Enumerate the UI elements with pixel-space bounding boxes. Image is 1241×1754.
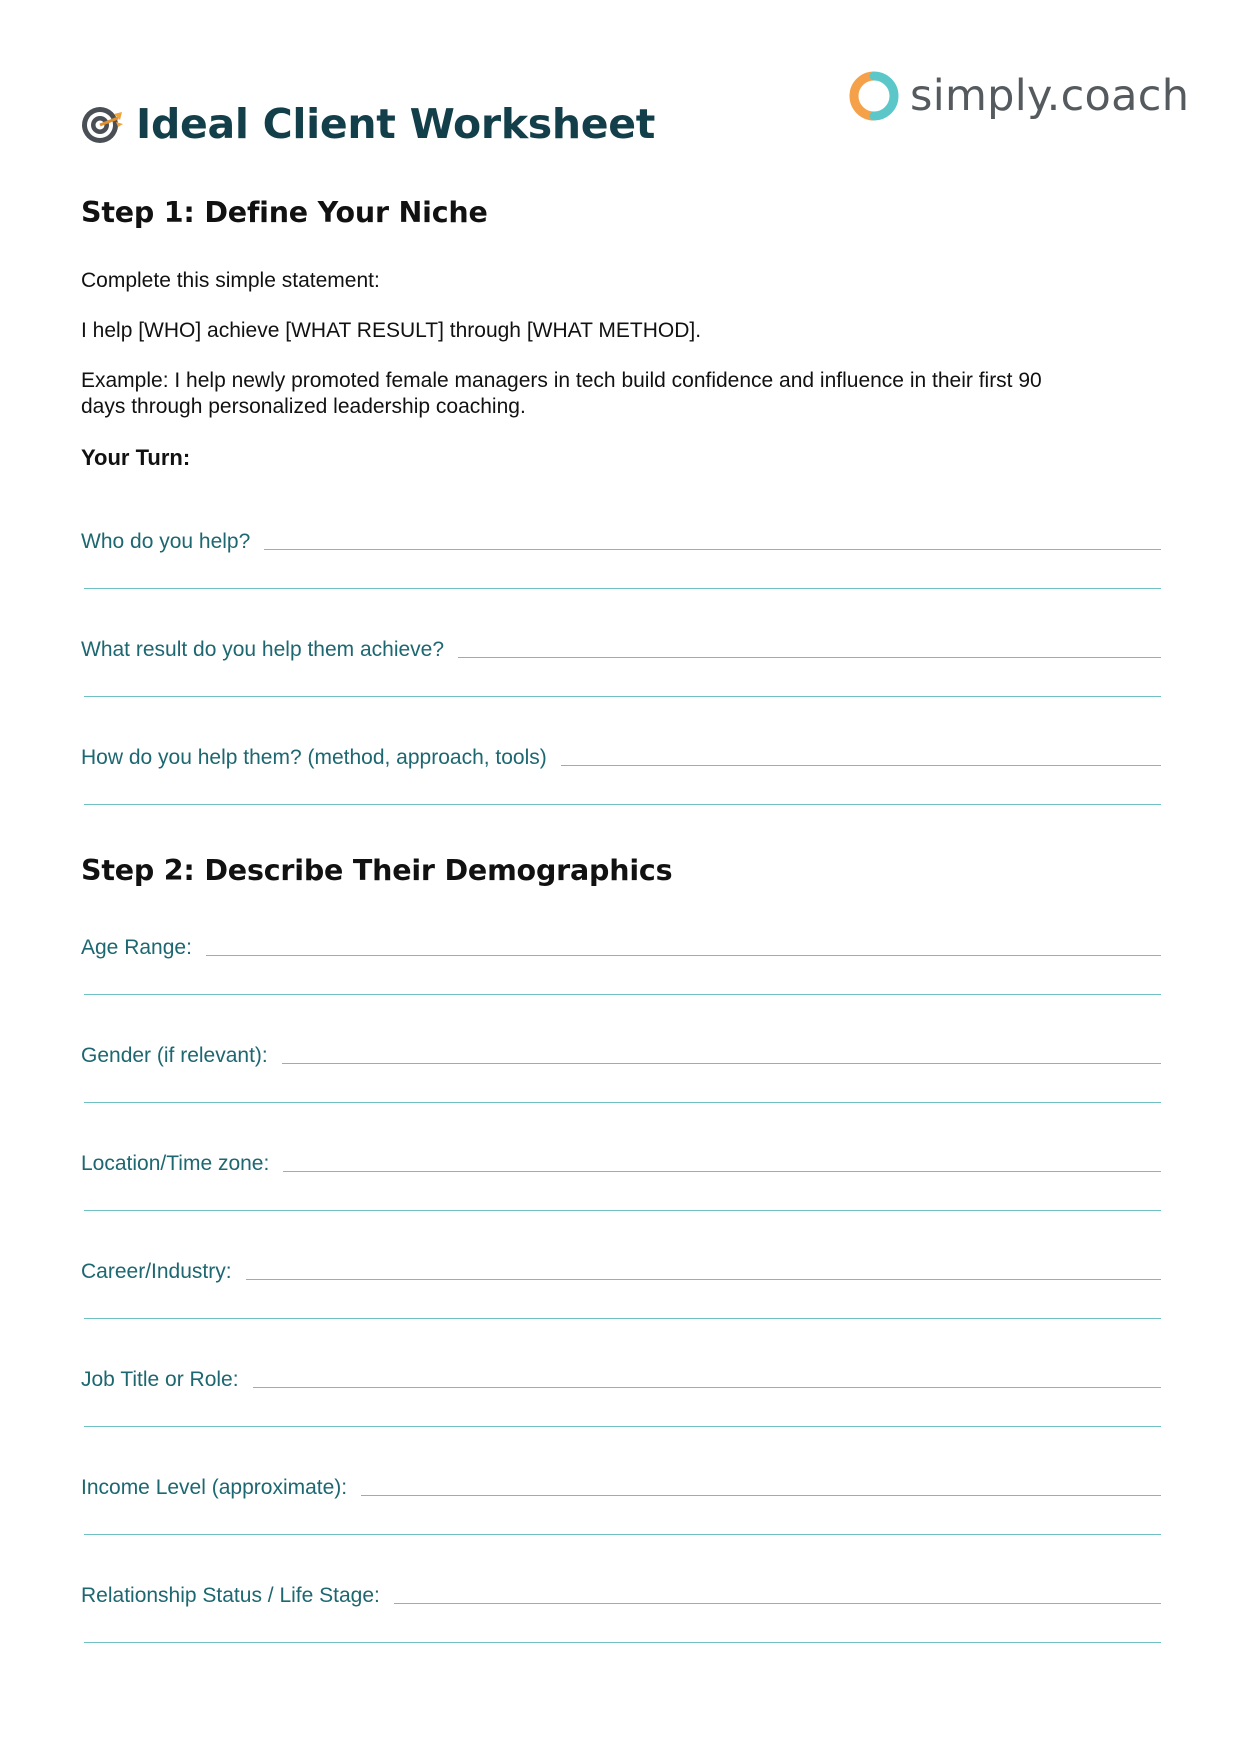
field-income-level[interactable] (81, 1468, 1161, 1502)
field-label: What result do you help them achieve? (81, 638, 445, 661)
answer-line-extra[interactable] (84, 1642, 1161, 1643)
step1-template: I help [WHO] achieve [WHAT RESULT] through [WHAT METHOD]. (81, 319, 702, 342)
field-job-title[interactable] (81, 1360, 1161, 1394)
answer-line[interactable] (253, 1387, 1161, 1388)
answer-line[interactable] (264, 549, 1161, 550)
field-label: How do you help them? (method, approach, tools) (81, 746, 547, 769)
answer-line-extra[interactable] (84, 1210, 1161, 1211)
step1-example: Example: I help newly promoted female managers in tech build confidence and influence in their first 90 days through personalized leadership coaching. (81, 369, 1042, 418)
your-turn-label: Your Turn: (81, 445, 191, 470)
field-relationship-status[interactable] (81, 1576, 1161, 1610)
page-title: Ideal Client Worksheet (136, 100, 656, 148)
answer-line-extra[interactable] (84, 1426, 1161, 1427)
field-location-time-zone[interactable] (81, 1144, 1161, 1178)
field-label: Who do you help? (81, 530, 251, 553)
step1-heading: Step 1: Define Your Niche (81, 196, 488, 229)
field-label: Age Range: (81, 936, 192, 959)
field-label: Job Title or Role: (81, 1368, 239, 1391)
answer-line-extra[interactable] (84, 696, 1161, 697)
answer-line[interactable] (561, 765, 1161, 766)
field-label: Location/Time zone: (81, 1152, 270, 1175)
field-age-range[interactable] (81, 928, 1161, 962)
field-label: Relationship Status / Life Stage: (81, 1584, 380, 1607)
answer-line[interactable] (246, 1279, 1161, 1280)
brand-logo (848, 68, 1189, 124)
field-label: Career/Industry: (81, 1260, 232, 1283)
step1-instruction: Complete this simple statement: (81, 269, 380, 292)
answer-line[interactable] (361, 1495, 1161, 1496)
field-career-industry[interactable] (81, 1252, 1161, 1286)
target-icon (80, 102, 124, 146)
answer-line-extra[interactable] (84, 588, 1161, 589)
answer-line[interactable] (394, 1603, 1161, 1604)
answer-line-extra[interactable] (84, 1318, 1161, 1319)
answer-line[interactable] (283, 1171, 1161, 1172)
answer-line[interactable] (282, 1063, 1161, 1064)
field-what-result[interactable] (81, 630, 1161, 664)
field-who-do-you-help[interactable] (81, 522, 1161, 556)
answer-line[interactable] (458, 657, 1161, 658)
answer-line-extra[interactable] (84, 994, 1161, 995)
answer-line[interactable] (206, 955, 1161, 956)
answer-line-extra[interactable] (84, 1534, 1161, 1535)
answer-line-extra[interactable] (84, 804, 1161, 805)
brand-name: simply.coach (910, 71, 1190, 121)
field-label: Income Level (approximate): (81, 1476, 348, 1499)
page-title-row (80, 100, 655, 148)
step2-heading: Step 2: Describe Their Demographics (81, 854, 673, 887)
field-how-do-you-help[interactable] (81, 738, 1161, 772)
answer-line-extra[interactable] (84, 1102, 1161, 1103)
field-label: Gender (if relevant): (81, 1044, 268, 1067)
field-gender[interactable] (81, 1036, 1161, 1070)
simply-coach-logo-icon (848, 70, 900, 122)
